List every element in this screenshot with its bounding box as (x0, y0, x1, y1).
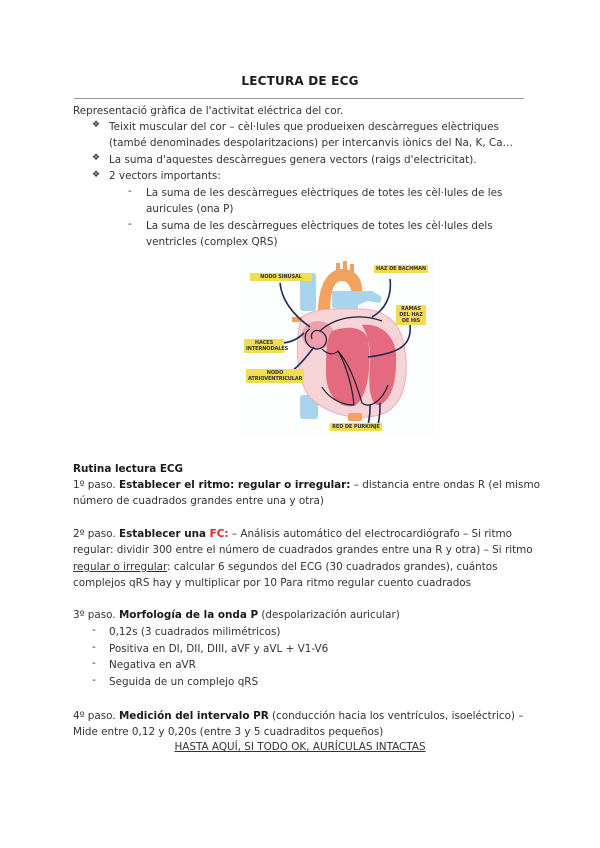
step3-prefix: 3º paso. (73, 609, 119, 621)
step2-title: Establecer una (118, 528, 210, 540)
step1-line1 (73, 477, 540, 494)
bullet-text: Teixit muscular del cor – cèl·lules que produeixen descàrregues elèctriques (109, 121, 499, 133)
step2-prefix: 2º paso. (73, 528, 119, 540)
intro-text: Representació gràfica de l'activitat eléctrica del cor. (73, 105, 344, 117)
label-nodo-sinusal: NODO SINUSAL (250, 273, 312, 281)
step1-title: Establecer el ritmo: regular o irregular: (118, 479, 351, 491)
step4-line1 (73, 708, 523, 725)
step3-item: Negativa en aVR (109, 659, 196, 671)
label-haz-bachman: HAZ DE BACHMAN (374, 265, 428, 273)
step2-fc-highlight: FC: (209, 528, 229, 540)
step4-prefix: 4º paso. (73, 710, 119, 722)
vector-text: La suma de les descàrregues elèctriques de totes les cèl·lules dels (146, 220, 493, 232)
step3-title: Morfología de la onda P (118, 609, 259, 621)
dash-bullet-icon: - (92, 657, 96, 669)
step4-line2: Mide entre 0,12 y 0,20s (entre 3 y 5 cuadraditos pequeños) (73, 726, 384, 738)
step2-text: – Análisis automático del electrocardiógrafo – Si ritmo (228, 528, 513, 540)
dash-bullet-icon: - (92, 624, 96, 636)
step2-underlined: regular o irregular (73, 561, 168, 573)
vector-text: La suma de les descàrregues elèctriques de totes les cèl·lules de les (146, 187, 503, 199)
diamond-bullet-icon: ❖ (92, 153, 101, 163)
step2-line1 (73, 526, 512, 543)
step3-text: (despolarización auricular) (258, 609, 400, 621)
bullet-text: 2 vectors importants: (109, 170, 221, 182)
label-ramas-his: RAMAS DEL HAZ DE HIS (396, 305, 426, 325)
step2-line2: regular: dividir 300 entre el número de cuadrados grandes entre una R y otra) – Si ritmo (73, 544, 533, 556)
heart-conduction-figure (240, 255, 435, 437)
label-red-purkinje: RED DE PURKINJE (330, 423, 382, 431)
step3-item: Positiva en DI, DII, DIII, aVF y aVL + V1-V6 (109, 643, 329, 655)
dash-bullet-icon: - (92, 641, 96, 653)
dash-bullet-icon: - (92, 674, 96, 686)
step3-heading (73, 607, 400, 624)
step3-item: Seguida de un complejo qRS (109, 676, 259, 688)
bullet-text: La suma d'aquestes descàrregues genera vectors (raigs d'electricitat). (109, 154, 477, 166)
page-title: LECTURA DE ECG (241, 74, 359, 88)
vector-text: auricules (ona P) (146, 203, 234, 215)
bullet-text: (també denominades despolaritzacions) per intercanvis iònics del Na, K, Ca… (109, 137, 513, 149)
routine-heading: Rutina lectura ECG (73, 463, 184, 475)
diamond-bullet-icon: ❖ (92, 120, 101, 130)
vector-text: ventricles (complex QRS) (146, 236, 278, 248)
step2-line4: complejos qRS hay y multiplicar por 10 Para ritmo regular cuento cuadrados (73, 577, 472, 589)
dash-bullet-icon: - (128, 218, 132, 230)
step1-line2: número de cuadrados grandes entre una y otra) (73, 495, 324, 507)
diamond-bullet-icon: ❖ (92, 170, 101, 180)
step1-prefix: 1º paso. (73, 479, 119, 491)
step3-item: 0,12s (3 cuadrados milimétricos) (109, 626, 281, 638)
title-divider (74, 98, 524, 99)
step2-line3 (73, 559, 498, 576)
step4-title: Medición del intervalo PR (118, 710, 269, 722)
step1-text: – distancia entre ondas R (el mismo (350, 479, 540, 491)
label-nodo-av: NODO ATRIOVENTRICULAR (248, 370, 303, 382)
step4-text: (conducción hacia los ventrículos, isoeléctrico) – (268, 710, 524, 722)
step2-text: : calcular 6 segundos del ECG (30 cuadrados grandes), cuántos (167, 561, 498, 573)
label-haces-internodales: HACES INTERNODALES (246, 340, 289, 352)
dash-bullet-icon: - (128, 185, 132, 197)
conclusion-note: HASTA AQUÍ, SI TODO OK, AURÍCULAS INTACTAS (174, 741, 426, 753)
